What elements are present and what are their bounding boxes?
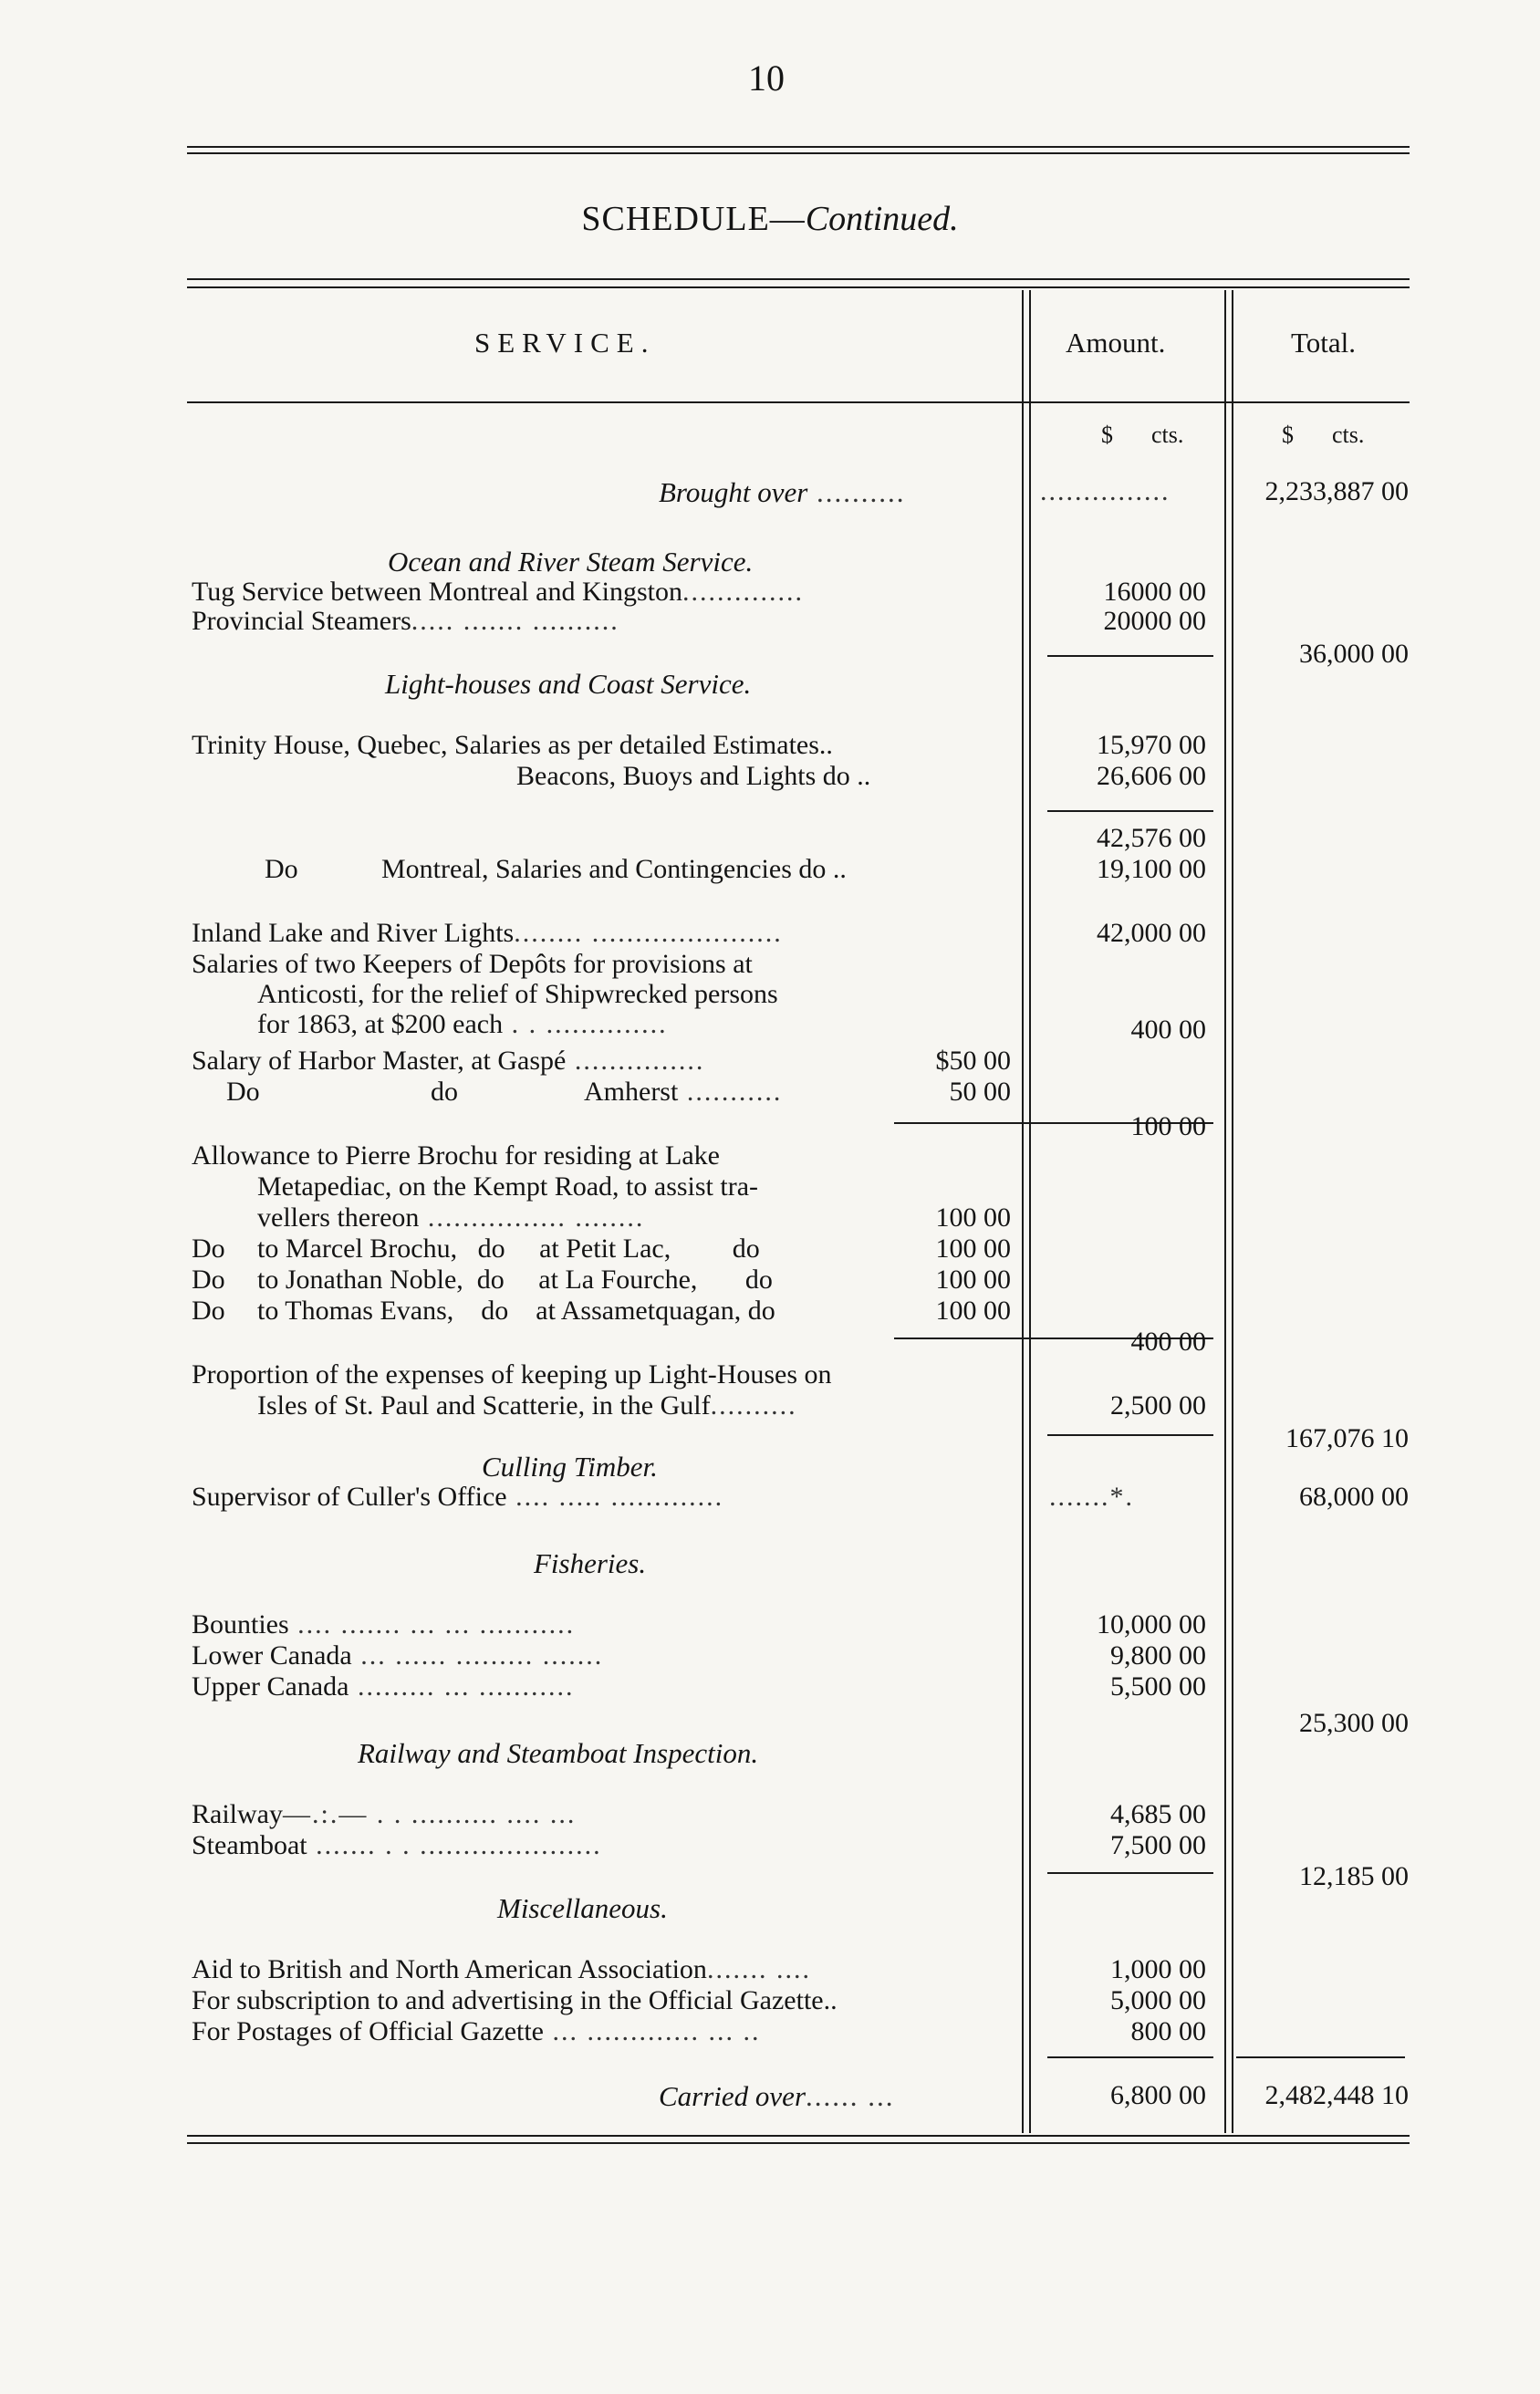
section-railway: Railway and Steamboat Inspection. [358,1737,759,1769]
misc-rule [1047,2056,1213,2058]
carried-over-total: 2,482,448 10 [1264,2080,1409,2110]
row-allow1-inner: 100 00 [935,1202,1011,1233]
row-steamboat: Steamboat ....... . . ..................... [192,1830,602,1860]
row-harbor2-inner: 50 00 [949,1077,1011,1107]
row-allow1-2: Metapediac, on the Kempt Road, to assist tra- [257,1171,759,1202]
row-keepers-amount: 400 00 [1130,1015,1206,1045]
row-bounties-amount: 10,000 00 [1097,1609,1206,1639]
row-allow2: to Marcel Brochu, do at Petit Lac, do [257,1233,760,1264]
row-trinity1: Trinity House, Quebec, Salaries as per detailed Estimates.. [192,730,833,760]
section-light: Light-houses and Coast Service. [385,668,752,700]
col-rule-total [1224,290,1226,2133]
row-montreal-do: Do [265,854,298,884]
table-top-rule-2 [187,286,1410,288]
row-allow4-do: Do [192,1296,225,1326]
col-rule-total-2 [1232,290,1233,2133]
col-rule-amount [1022,290,1024,2133]
row-gazette: For subscription to and advertising in the Official Gazette.. [192,1985,838,2015]
section-fisheries: Fisheries. [534,1547,647,1579]
row-allow2-inner: 100 00 [935,1233,1011,1264]
row-allow3: to Jonathan Noble, do at La Fourche, do [257,1265,773,1295]
fisheries-total: 25,300 00 [1299,1708,1409,1738]
row-lower-amount: 9,800 00 [1110,1640,1206,1671]
row-aid: Aid to British and North American Association....... .... [192,1954,811,1984]
row-allow4: to Thomas Evans, do at Assametquagan, do [257,1296,775,1326]
trinity-subtotal: 42,576 00 [1097,823,1206,853]
brought-over-total: 2,233,887 00 [1264,476,1409,506]
row-culler: Supervisor of Culler's Office .... ..... ............. [192,1482,724,1512]
schedule-heading: SCHEDULE—Continued. [581,200,959,238]
row-postage: For Postages of Official Gazette ... ............. ... .. [192,2016,761,2046]
row-tug-amount: 16000 00 [1103,577,1206,607]
header-rule [187,401,1410,403]
bottom-rule-2 [187,2142,1410,2144]
top-rule-2 [187,152,1410,154]
railway-total: 12,185 00 [1299,1861,1409,1891]
row-proportion-amount: 2,500 00 [1110,1390,1206,1421]
row-allow1-3: vellers thereon ................ ........ [257,1202,645,1233]
row-upper: Upper Canada ......... ... ........... [192,1671,575,1702]
row-trinity2: Beacons, Buoys and Lights do .. [516,761,871,791]
row-allow4-inner: 100 00 [935,1296,1011,1326]
harbor-total: 100 00 [1130,1111,1206,1141]
row-gazette-amount: 5,000 00 [1110,1985,1206,2015]
allow-total: 400 00 [1130,1327,1206,1357]
row-upper-amount: 5,500 00 [1110,1671,1206,1702]
row-keepers-3: for 1863, at $200 each . . .............. [257,1009,668,1039]
brought-over-leader: ............... [1040,476,1171,506]
row-inland-amount: 42,000 00 [1097,918,1206,948]
row-trinity2-amount: 26,606 00 [1097,761,1206,791]
row-tug: Tug Service between Montreal and Kingston.............. [192,577,804,607]
carried-over-label: Carried over...... ... [659,2080,895,2112]
header-service: SERVICE. [474,327,656,359]
unit-cts-amount: cts. [1151,422,1184,448]
unit-dollar-total: $ [1282,422,1294,448]
row-trinity1-amount: 15,970 00 [1097,730,1206,760]
row-lower: Lower Canada ... ...... ......... ....... [192,1640,604,1671]
carried-over-amount: 6,800 00 [1110,2080,1206,2110]
row-bounties: Bounties .... ....... ... ... ........... [192,1609,576,1639]
page-number: 10 [748,57,785,99]
row-railway: Railway—.:.— . . .......... .... ... [192,1799,577,1829]
table-top-rule [187,278,1410,280]
section-misc: Miscellaneous. [497,1892,668,1924]
col-rule-amount-2 [1029,290,1031,2133]
row-harbor2-mid: do [431,1077,458,1107]
row-steamers: Provincial Steamers..... ....... .......... [192,606,619,636]
railway-rule [1047,1872,1213,1874]
row-postage-amount: 800 00 [1130,2016,1206,2046]
row-montreal-amount: 19,100 00 [1097,854,1206,884]
row-inland: Inland Lake and River Lights........ ...................... [192,918,783,948]
header-total: Total. [1291,327,1357,359]
row-keepers-2: Anticosti, for the relief of Shipwrecked persons [257,979,778,1009]
top-rule [187,146,1410,148]
row-aid-amount: 1,000 00 [1110,1954,1206,1984]
row-railway-amount: 4,685 00 [1110,1799,1206,1829]
row-steamers-amount: 20000 00 [1103,606,1206,636]
light-rule [1047,1434,1213,1436]
bottom-rule [187,2135,1410,2137]
row-allow2-do: Do [192,1233,225,1264]
row-allow3-do: Do [192,1265,225,1295]
ocean-total: 36,000 00 [1299,639,1409,669]
row-allow1-1: Allowance to Pierre Brochu for residing at Lake [192,1140,720,1171]
brought-over-label: Brought over .......... [659,476,906,508]
row-harbor1-inner: $50 00 [935,1046,1011,1076]
culler-leader: .......*. [1049,1482,1134,1512]
row-harbor1: Salary of Harbor Master, at Gaspé ............... [192,1046,705,1076]
row-allow3-inner: 100 00 [935,1265,1011,1295]
row-montreal: Montreal, Salaries and Contingencies do .. [381,854,847,884]
row-harbor2-do: Do [226,1077,260,1107]
header-amount: Amount. [1066,327,1166,359]
trinity-sub-rule [1047,810,1213,812]
row-steamboat-amount: 7,500 00 [1110,1830,1206,1860]
culler-total: 68,000 00 [1299,1482,1409,1512]
unit-dollar-amount: $ [1101,422,1113,448]
total-rule [1236,2056,1405,2058]
row-keepers-1: Salaries of two Keepers of Depôts for provisions at [192,949,753,979]
row-harbor2: Amherst ........... [584,1077,783,1107]
ocean-subtotal-rule [1047,655,1213,657]
row-proportion-1: Proportion of the expenses of keeping up Light-Houses on [192,1359,832,1390]
row-proportion-2: Isles of St. Paul and Scatterie, in the Gulf.......... [257,1390,797,1421]
unit-cts-total: cts. [1332,422,1365,448]
section-ocean: Ocean and River Steam Service. [388,546,754,578]
light-total: 167,076 10 [1285,1423,1409,1453]
section-culling: Culling Timber. [482,1451,658,1483]
